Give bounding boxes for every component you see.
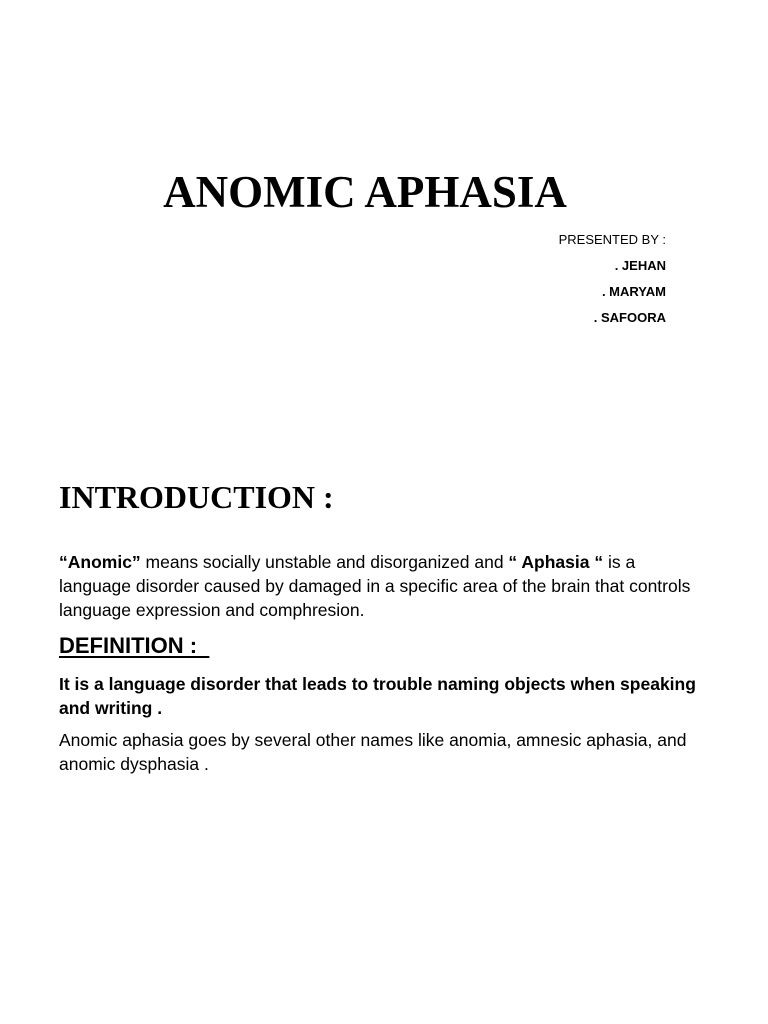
presenter-name: . SAFOORA [593, 310, 666, 325]
introduction-text-part1: means socially unstable and disorganized and [140, 552, 509, 572]
definition-heading: DEFINITION : [59, 633, 210, 658]
introduction-heading: INTRODUCTION : [59, 479, 334, 515]
presenter-name: . MARYAM [601, 284, 666, 299]
presenter-name: . JEHAN [614, 258, 666, 273]
page-title: ANOMIC APHASIA [163, 167, 567, 217]
introduction-text-part2: is a language disorder caused by damaged in a specific area of the brain that controls language expression and comphresion. [59, 552, 691, 620]
presenters-block [559, 231, 666, 335]
introduction-paragraph [59, 550, 709, 622]
definition-text: Anomic aphasia goes by several other names like anomia, amnesic aphasia, and anomic dysphasia . [59, 730, 687, 774]
term-aphasia: “ Aphasia “ [508, 552, 604, 572]
definition-bold-text: It is a language disorder that leads to trouble naming objects when speaking and writing . [59, 674, 696, 718]
term-anomic: “Anomic” [59, 552, 141, 572]
presented-by-label: PRESENTED BY : [558, 232, 666, 247]
